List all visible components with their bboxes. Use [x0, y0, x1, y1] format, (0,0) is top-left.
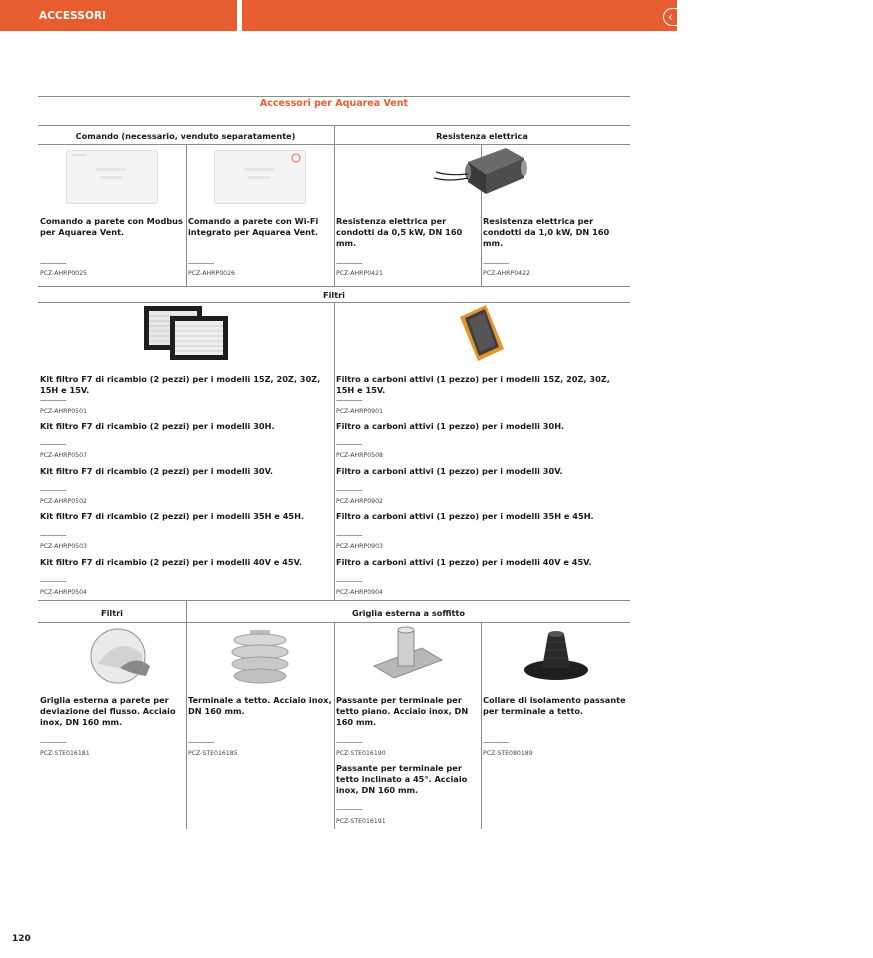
product-description: Comando a parete con Wi-Fi integrato per Aquarea Vent.	[188, 216, 319, 237]
divider	[38, 286, 630, 287]
header-index-bar	[242, 0, 866, 31]
product-description: Resistenza elettrica per condotti da 0,5 kW, DN 160 mm.	[336, 216, 463, 248]
dash-separator: ————	[483, 738, 509, 746]
dash-separator: ————	[188, 738, 214, 746]
dash-separator: ————	[336, 805, 362, 813]
section-header-comando: Comando (necessario, venduto separatamente)	[75, 131, 296, 141]
product-description: Filtro a carboni attivi (1 pezzo) per i modelli 30H.	[336, 421, 565, 431]
product-description: Passante per terminale per tetto piano. Acciaio inox, DN 160 mm.	[336, 695, 469, 727]
dash-separator: ————	[336, 440, 362, 448]
product-code: PCZ-AHRP0504	[40, 589, 87, 596]
product-code: PCZ-AHRP0503	[40, 543, 87, 550]
divider	[334, 622, 335, 829]
product-code: PCZ-STE016185	[188, 750, 238, 757]
product-description: Collare di isolamento passante per terminale a tetto.	[483, 695, 626, 716]
product-code: PCZ-STE016191	[336, 818, 386, 825]
product-code: PCZ-AHRP0026	[188, 270, 235, 277]
product-description: Filtro a carboni attivi (1 pezzo) per i modelli 15Z, 20Z, 30Z, 15H e 15V.	[336, 374, 610, 395]
product-description: Comando a parete con Modbus per Aquarea Vent.	[40, 216, 183, 237]
section-header-filtri: Filtri	[323, 290, 345, 300]
product-description: Kit filtro F7 di ricambio (2 pezzi) per i modelli 30V.	[40, 466, 273, 476]
product-description: Kit filtro F7 di ricambio (2 pezzi) per i modelli 15Z, 20Z, 30Z, 15H e 15V.	[40, 374, 321, 395]
wifi-controller-image	[214, 150, 306, 204]
header-section-bar	[0, 0, 237, 31]
dash-separator: ————	[336, 531, 362, 539]
dash-separator: ————	[40, 259, 66, 267]
flat-roof-pass-through-image	[370, 626, 446, 682]
product-code: PCZ-AHRP0502	[40, 498, 87, 505]
product-code: PCZ-AHRP0421	[336, 270, 383, 277]
product-description: Resistenza elettrica per condotti da 1,0 kW, DN 160 mm.	[483, 216, 610, 248]
product-code: PCZ-AHRP0508	[336, 452, 383, 459]
section-header-resistenza: Resistenza elettrica	[436, 131, 528, 141]
dash-separator: ————	[40, 577, 66, 585]
divider	[38, 96, 630, 97]
dash-separator: ————	[336, 738, 362, 746]
product-description: Filtro a carboni attivi (1 pezzo) per i modelli 40V e 45V.	[336, 557, 592, 567]
divider	[186, 601, 187, 829]
dash-separator: ————	[188, 259, 214, 267]
product-code: PCZ-AHRP0422	[483, 270, 530, 277]
index-button[interactable]	[663, 8, 873, 26]
product-description: Griglia esterna a parete per deviazione del flusso. Acciaio inox, DN 160 mm.	[40, 695, 176, 727]
divider	[334, 126, 335, 286]
electric-heater-image	[428, 146, 528, 204]
product-code: PCZ-AHRP0901	[336, 408, 383, 415]
chevron-left-icon: ‹	[668, 10, 673, 24]
product-code: PCZ-AHRP0902	[336, 498, 383, 505]
dash-separator: ————	[40, 396, 66, 404]
product-description: Passante per terminale per tetto inclinato a 45°. Acciaio inox, DN 160 mm.	[336, 763, 468, 795]
section-header-griglia: Griglia esterna a soffitto	[351, 608, 465, 618]
product-description: Kit filtro F7 di ricambio (2 pezzi) per i modelli 35H e 45H.	[40, 511, 305, 521]
page-title: Accessori per Aquarea Vent	[259, 98, 409, 109]
roof-terminal-image	[228, 626, 292, 686]
carbon-filter-image	[456, 303, 508, 363]
product-description: Kit filtro F7 di ricambio (2 pezzi) per i modelli 40V e 45V.	[40, 557, 302, 567]
dash-separator: ————	[40, 738, 66, 746]
dash-separator: ————	[483, 259, 509, 267]
product-description: Terminale a tetto. Acciaio inox, DN 160 mm.	[188, 695, 332, 716]
product-code: PCZ-AHRP0904	[336, 589, 383, 596]
dash-separator: ————	[336, 486, 362, 494]
insulation-collar-image	[522, 624, 590, 684]
dash-separator: ————	[336, 577, 362, 585]
dash-separator: ————	[40, 531, 66, 539]
product-description: Filtro a carboni attivi (1 pezzo) per i modelli 35H e 45H.	[336, 511, 594, 521]
modbus-controller-image	[66, 150, 158, 204]
dash-separator: ————	[40, 440, 66, 448]
dash-separator: ————	[336, 396, 362, 404]
product-description: Kit filtro F7 di ricambio (2 pezzi) per i modelli 30H.	[40, 421, 275, 431]
product-code: PCZ-AHRP0903	[336, 543, 383, 550]
divider	[334, 302, 335, 600]
product-code: PCZ-AHRP0507	[40, 452, 87, 459]
divider	[481, 622, 482, 829]
product-code: PCZ-AHRP0501	[40, 408, 87, 415]
f7-filter-kit-image	[142, 304, 232, 362]
product-code: PCZ-STE080189	[483, 750, 533, 757]
header-section-title: ACCESSORI	[39, 10, 107, 22]
section-header-filtri-2: Filtri	[101, 608, 123, 618]
dash-separator: ————	[336, 259, 362, 267]
dash-separator: ————	[40, 486, 66, 494]
product-code: PCZ-AHRP0025	[40, 270, 87, 277]
product-description: Filtro a carboni attivi (1 pezzo) per i modelli 30V.	[336, 466, 563, 476]
page-number: 120	[12, 934, 31, 944]
product-code: PCZ-STE016190	[336, 750, 386, 757]
wall-grille-image	[86, 624, 156, 684]
product-code: PCZ-STE016181	[40, 750, 90, 757]
index-button-label: INDICE GENERALE	[770, 12, 866, 23]
divider	[186, 144, 187, 286]
divider	[38, 600, 630, 601]
